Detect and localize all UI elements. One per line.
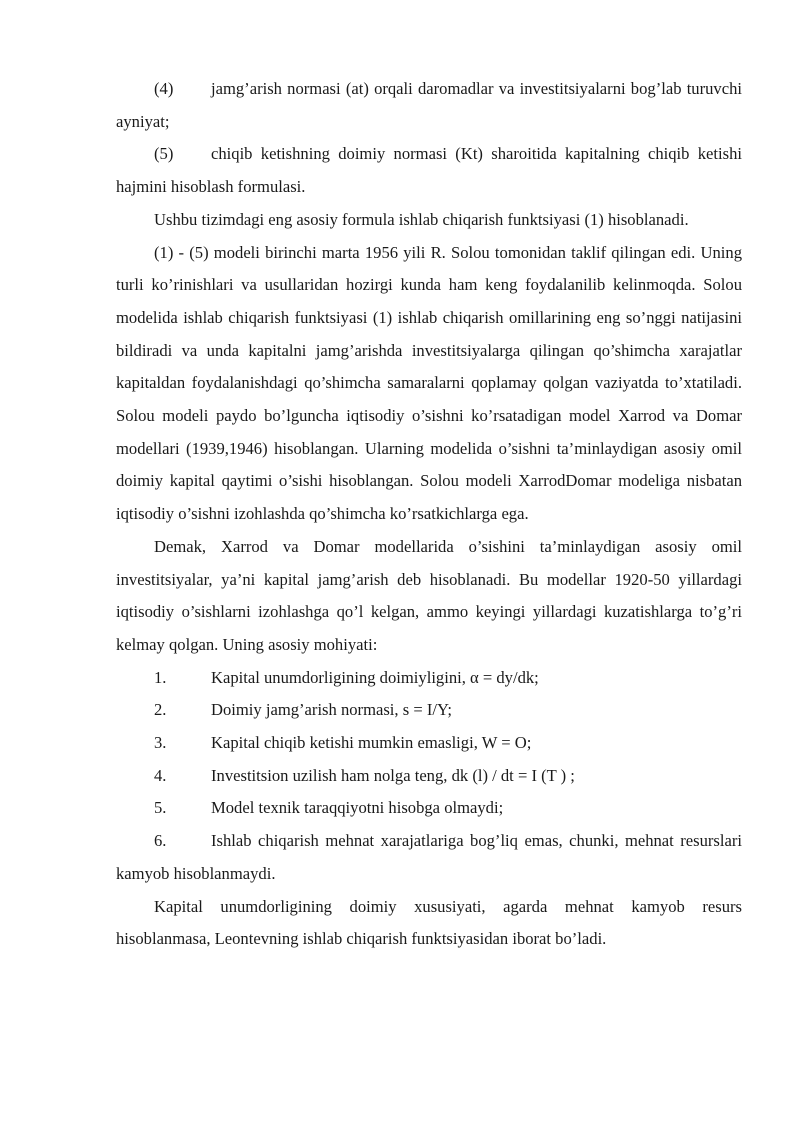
item-text: jamg’arish normasi (at) orqali daromadlar va investitsiyalarni bog’lab turuvchi ayniyat; bbox=[116, 79, 742, 131]
list-number: 3. bbox=[154, 733, 167, 753]
list-number: 1. bbox=[154, 667, 167, 687]
list-item-4 bbox=[116, 760, 742, 793]
list-text: Doimiy jamg’arish normasi, s = I/Y; bbox=[211, 700, 453, 720]
list-item-3 bbox=[116, 727, 742, 760]
document-body bbox=[116, 73, 742, 956]
list-text: Kapital unumdorligining doimiyligini, α = dy/dk; bbox=[211, 667, 539, 687]
list-text: Kapital chiqib ketishi mumkin emasligi, W = O; bbox=[211, 733, 532, 753]
paragraph-xarrod-domar: Demak, Xarrod va Domar modellarida o’sishini ta’minlaydigan asosiy omil investitsiyalar, ya’ni kapital jamg’arish deb hisoblanadi. Bu modellar 1920-50 yillardagi iqtisodiy o’sishlarni izohlashga qo’l kelgan, ammo keyingi yillardagi kuzatishlarga to’g’ri kelmay qolgan. Uning asosiy mohiyati: bbox=[116, 536, 742, 654]
list-item-1 bbox=[116, 662, 742, 695]
paragraph-closing: Kapital unumdorligining doimiy xususiyati, agarda mehnat kamyob resurs hisoblanmasa, Leontevning ishlab chiqarish funktsiyasidan iborat bo’ladi. bbox=[116, 896, 742, 949]
list-item-6 bbox=[116, 825, 742, 890]
list-text: Ishlab chiqarish mehnat xarajatlariga bog’liq emas, chunki, mehnat resurslari kamyob hisoblanmaydi. bbox=[116, 831, 742, 883]
item-number: (5) bbox=[154, 144, 174, 164]
list-item-5 bbox=[116, 792, 742, 825]
list-number: 4. bbox=[154, 765, 167, 785]
paragraph-main-formula: Ushbu tizimdagi eng asosiy formula ishlab chiqarish funktsiyasi (1) hisoblanadi. bbox=[154, 209, 689, 229]
list-number: 6. bbox=[154, 831, 167, 851]
numbered-item-4 bbox=[116, 73, 742, 138]
paragraph-solou-model: (1) - (5) modeli birinchi marta 1956 yili R. Solou tomonidan taklif qilingan edi. Uning turli ko’rinishlari va usullaridan hozirgi kunda ham keng foydalanilib kelinmoqda. Solou modelida ishlab chiqarish funktsiyasi (1) ishlab chiqarish omillarining eng so’nggi natijasini bildiradi va unda kapitalni jamg’arishda investitsiyalarga qilingan qo’shimcha xarajatlar kapitaldan foydalanishdagi qo’shimcha samaralarni qoplamay qolgan vaziyatda to’xtatiladi. Solou modeli paydo bo’lguncha iqtisodiy o’sishni ko’rsatadigan model Xarrod va Domar modellari (1939,1946) hisoblangan. Ularning modelida o’sishni ta’minlaydigan asosiy omil doimiy kapital qaytimi o’sishi hisoblangan. Solou modeli XarrodDomar modeliga nisbatan iqtisodiy o’sishni izohlashda qo’shimcha ko’rsatkichlarga ega. bbox=[116, 242, 742, 524]
item-text: chiqib ketishning doimiy normasi (Kt) sharoitida kapitalning chiqib ketishi hajmini hisoblash formulasi. bbox=[116, 144, 742, 197]
list-item-2 bbox=[116, 694, 742, 727]
list-text: Model texnik taraqqiyotni hisobga olmaydi; bbox=[211, 798, 504, 818]
list-number: 5. bbox=[154, 798, 167, 818]
list-number: 2. bbox=[154, 700, 167, 720]
item-number: (4) bbox=[154, 79, 174, 98]
list-text: Investitsion uzilish ham nolga teng, dk (l) / dt = I (T ) ; bbox=[211, 765, 575, 785]
numbered-item-5 bbox=[116, 138, 742, 203]
